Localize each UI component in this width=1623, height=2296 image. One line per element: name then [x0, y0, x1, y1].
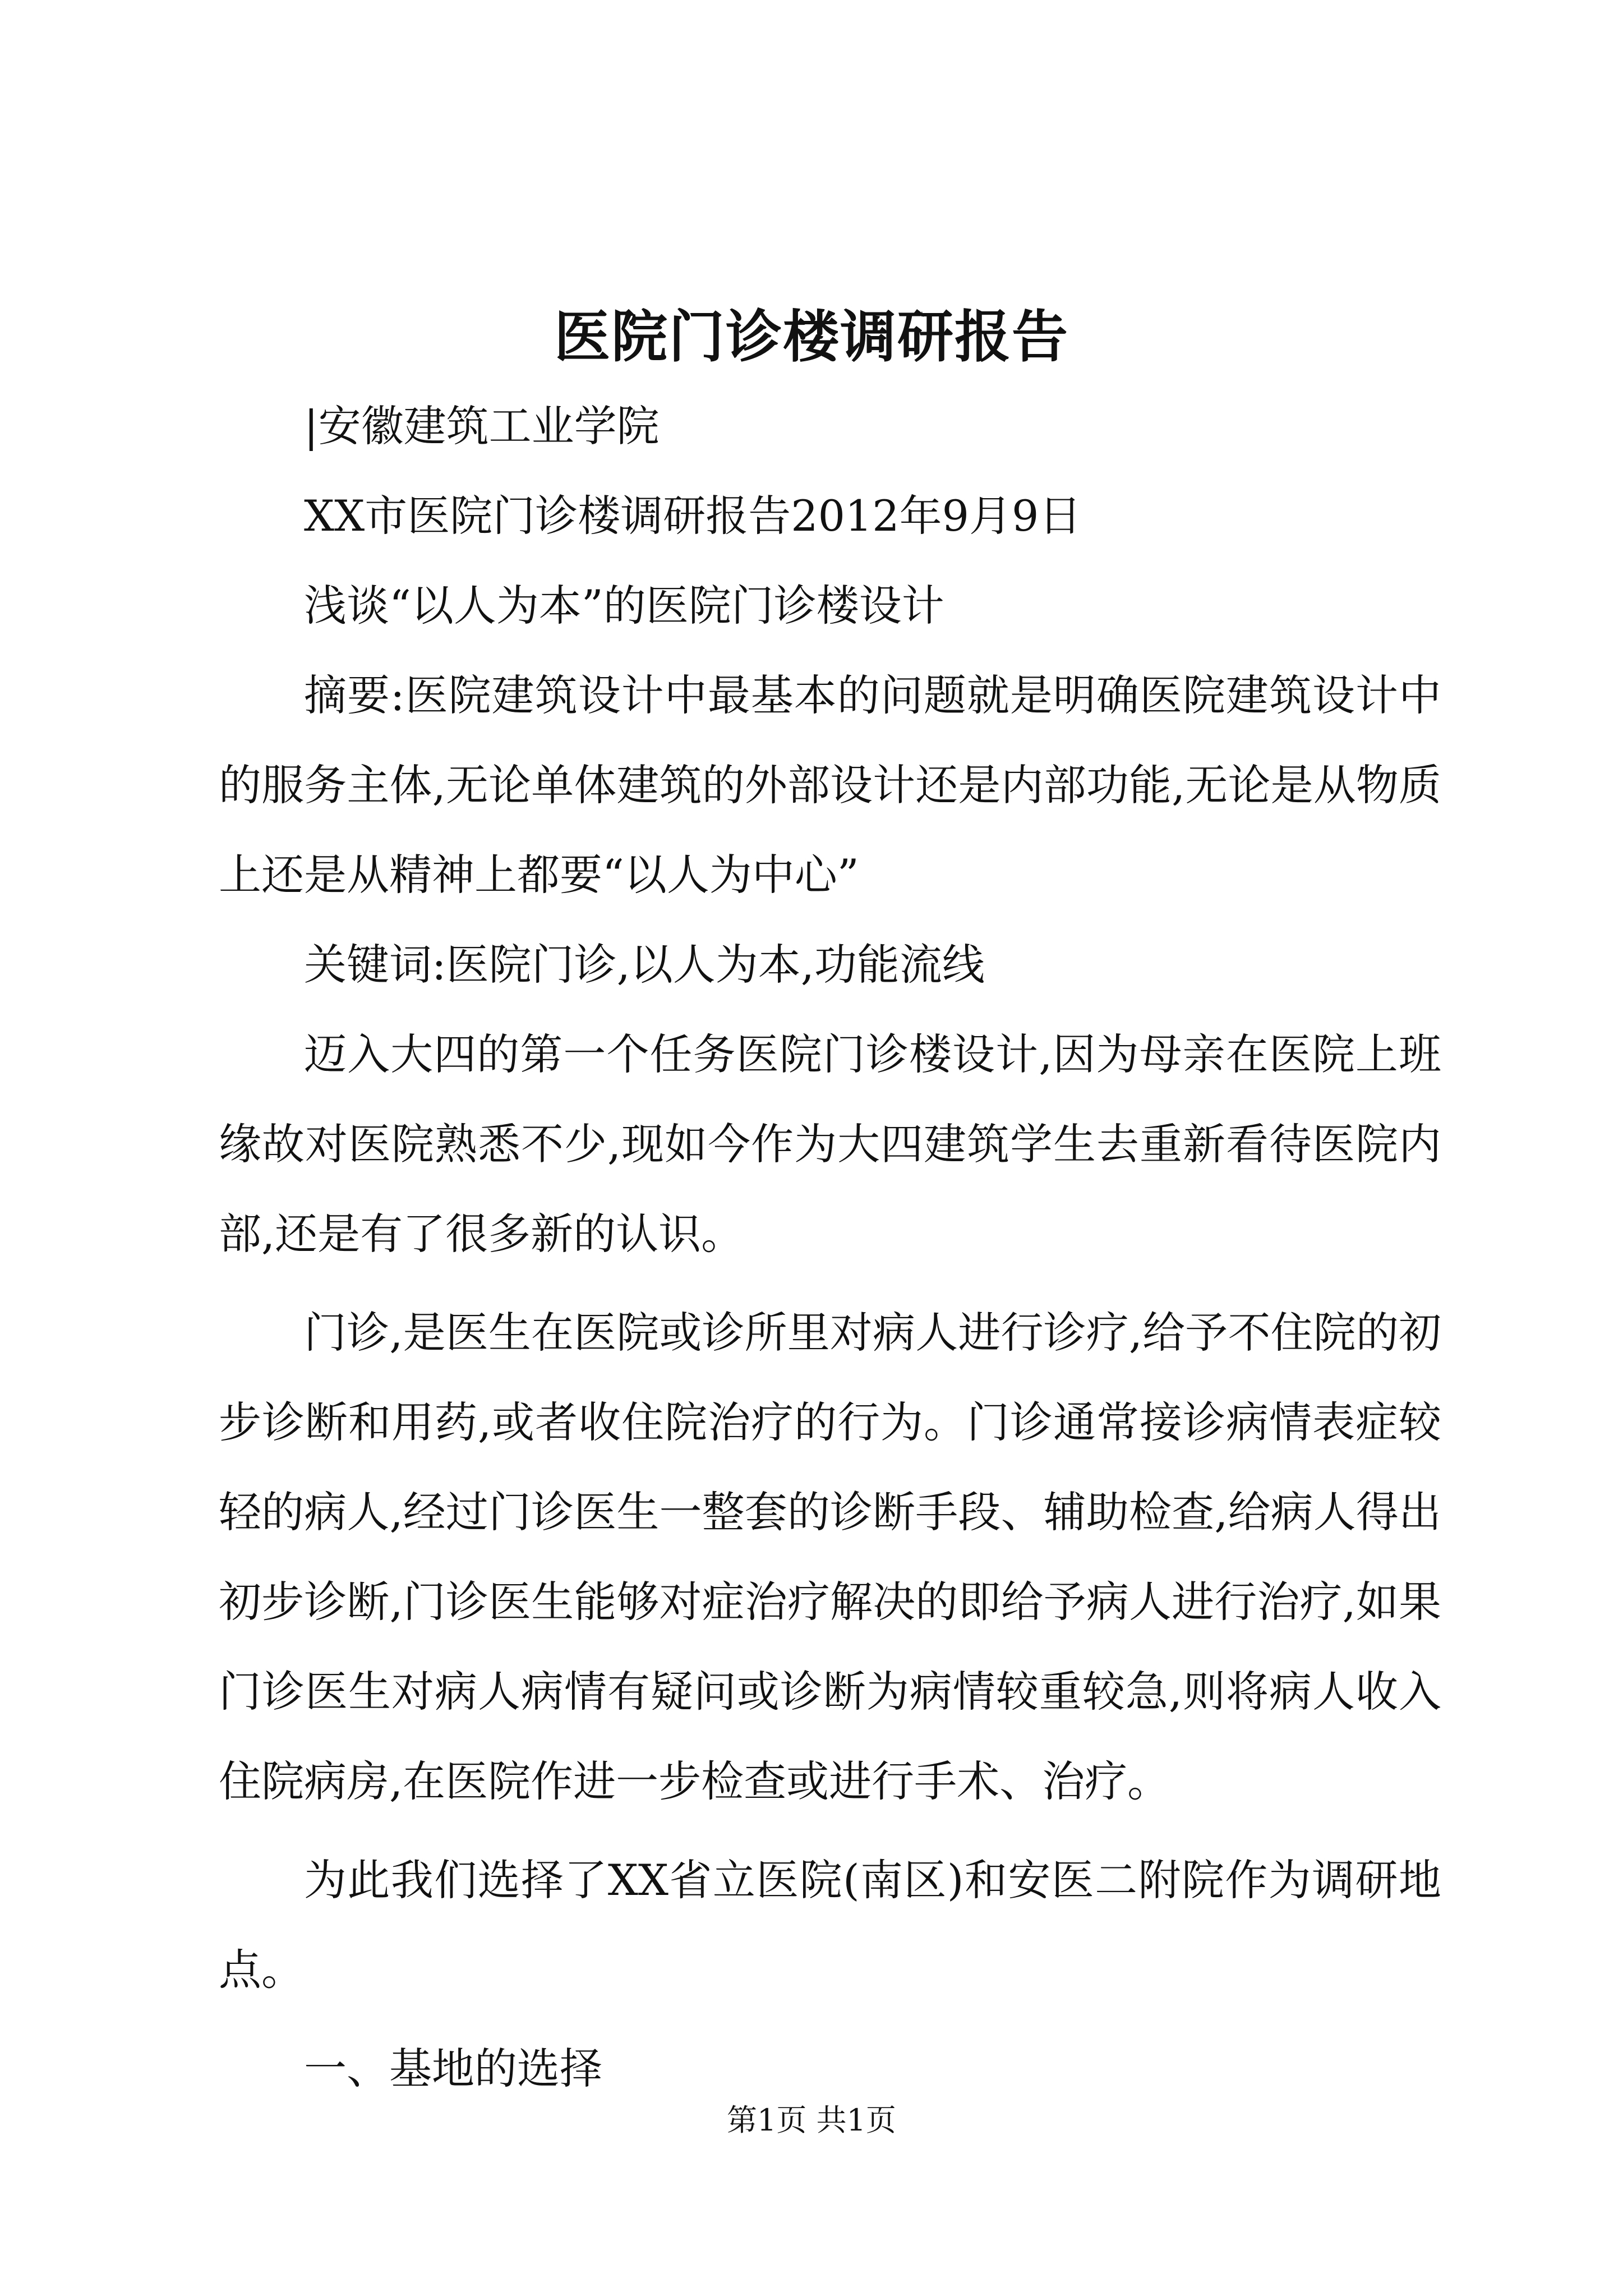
paragraph-keywords: 关键词:医院门诊,以人为本,功能流线: [304, 940, 985, 990]
section-heading-site-selection: 一、基地的选择: [304, 2044, 602, 2093]
paragraph-school: |安徽建筑工业学院: [304, 401, 660, 451]
document-title: 医院门诊楼调研报告: [554, 303, 1069, 370]
paragraph-intro: 迈入大四的第一个任务医院门诊楼设计,因为母亲在医院上班缘故对医院熟悉不少,现如今作为大四建筑学生去重新看待医院内部,还是有了很多新的认识。: [219, 1029, 1441, 1259]
paragraph-research-sites: 为此我们选择了XX省立医院(南区)和安医二附院作为调研地点。: [219, 1855, 1441, 1995]
page-number-footer: 第1页 共1页: [727, 2102, 896, 2138]
paragraph-subtitle: 浅谈“以人为本”的医院门诊楼设计: [304, 581, 944, 631]
paragraph-abstract: 摘要:医院建筑设计中最基本的问题就是明确医院建筑设计中的服务主体,无论单体建筑的外部设计还是内部功能,无论是从物质上还是从精神上都要“以人为中心”: [219, 670, 1441, 900]
paragraph-outpatient-definition: 门诊,是医生在医院或诊所里对病人进行诊疗,给予不住院的初步诊断和用药,或者收住院治疗的行为。门诊通常接诊病情表症较轻的病人,经过门诊医生一整套的诊断手段、辅助检查,给病人得出初步诊断,门诊医生能够对症治疗解决的即给予病人进行治疗,如果门诊医生对病人病情有疑问或诊断为病情较重较急,则将病人收入住院病房,在医院作进一步检查或进行手术、治疗。: [219, 1308, 1441, 1806]
document-body: [219, 381, 1441, 2114]
paragraph-report-date: XX市医院门诊楼调研报告2012年9月9日: [304, 491, 1082, 541]
